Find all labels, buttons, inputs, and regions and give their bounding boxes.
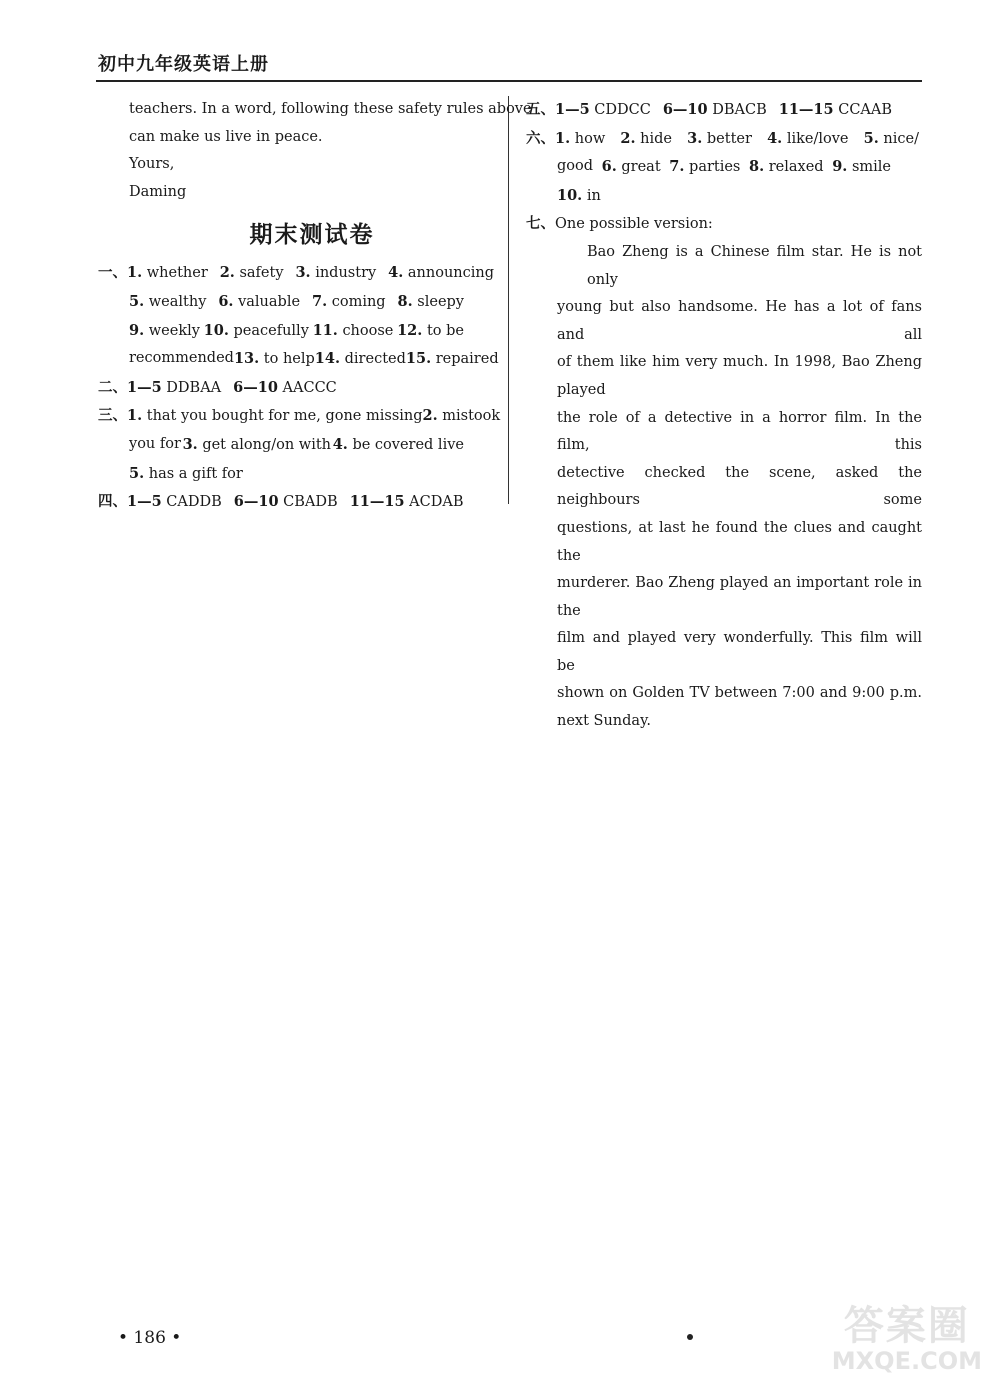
answer-line — [98, 317, 496, 346]
answer-item — [423, 402, 501, 431]
answer-item — [557, 188, 601, 204]
item-number: 6. — [601, 158, 617, 176]
answer-item — [557, 153, 593, 182]
watermark-site: MXQE.COM — [831, 1347, 982, 1375]
item-answer: you for — [129, 435, 181, 452]
group-answers: CDDCC — [594, 102, 651, 118]
answer-item — [234, 345, 315, 374]
answer-item — [767, 125, 848, 154]
choice-group — [663, 102, 767, 118]
answer-line — [526, 125, 922, 154]
answer-item — [127, 259, 208, 288]
answer-item — [397, 317, 464, 346]
choice-group — [127, 380, 221, 396]
answer-item — [687, 125, 752, 154]
item-number: 1. — [555, 129, 571, 147]
header-rule — [96, 80, 922, 82]
answer-items — [127, 402, 501, 431]
item-number: 2. — [219, 264, 235, 282]
section-label: 四、 — [98, 493, 127, 511]
answer-line — [526, 96, 922, 125]
item-number: 10. — [557, 186, 583, 204]
answer-line — [98, 488, 496, 517]
group-answers: AACCC — [282, 379, 337, 396]
answer-line — [98, 402, 501, 431]
item-number: 5. — [863, 129, 879, 147]
group-answers: ACDAB — [409, 494, 464, 511]
section-label: 六、 — [526, 129, 555, 147]
item-answer: industry — [315, 265, 377, 282]
item-answer: to help — [263, 351, 315, 368]
watermark-logo: 答案圈 — [843, 1303, 970, 1349]
composition-line: questions, at last he found the clues and caught the — [557, 519, 922, 564]
composition — [526, 239, 922, 736]
answer-item — [129, 288, 206, 317]
item-answer: to be — [426, 322, 464, 339]
answer-line — [98, 460, 496, 489]
composition-line: film and played very wonderfully. This film will be — [557, 630, 922, 674]
answer-item — [832, 153, 891, 182]
item-number: 9. — [129, 321, 145, 339]
page-number: • 186 • — [118, 1328, 182, 1348]
item-number: 14. — [314, 350, 341, 368]
item-number: 12. — [397, 321, 423, 339]
left-answers — [98, 259, 501, 516]
item-answer: safety — [239, 265, 284, 282]
item-answer: repaired — [435, 351, 499, 368]
item-answer: great — [621, 159, 661, 176]
answer-item — [218, 288, 300, 317]
group-answers: DBACB — [712, 102, 767, 118]
answer-item — [749, 153, 824, 182]
item-answer: nice/ — [883, 130, 919, 147]
answer-item — [406, 345, 499, 374]
answer-line — [98, 288, 496, 317]
answer-item — [129, 431, 181, 460]
item-answer: be covered live — [352, 436, 464, 453]
answer-item — [183, 431, 331, 460]
item-number: 2. — [422, 407, 438, 425]
item-answer: that you bought for me, gone missing — [146, 408, 423, 425]
choice-group — [127, 494, 222, 510]
letter-closing: Yours, — [129, 156, 175, 173]
item-number: 3. — [687, 129, 703, 147]
group-answers: CADDB — [166, 494, 222, 511]
ink-dot — [687, 1334, 693, 1340]
choice-group — [234, 494, 338, 510]
section-label: 二、 — [98, 378, 127, 396]
item-number: 4. — [388, 264, 404, 282]
answer-item — [620, 125, 672, 154]
section-label: 五、 — [526, 101, 555, 118]
answer-items — [127, 259, 494, 288]
page-header-title: 初中九年级英语上册 — [98, 54, 269, 75]
left-column — [98, 96, 532, 517]
right-answers — [526, 96, 922, 210]
item-answer: whether — [146, 265, 208, 282]
answer-item — [864, 125, 919, 154]
column-divider — [508, 96, 509, 504]
item-answer: like/love — [786, 130, 849, 147]
answer-item — [555, 125, 605, 154]
group-range: 6—10 — [662, 101, 708, 118]
item-answer: sleepy — [417, 293, 464, 310]
item-answer: valuable — [238, 293, 301, 310]
group-range: 1—5 — [127, 493, 162, 511]
watermark — [832, 1304, 982, 1374]
item-answer: relaxed — [768, 159, 824, 176]
answer-item — [129, 317, 200, 346]
composition-line: shown on Golden TV between 7:00 and 9:00 p.m. — [557, 685, 922, 702]
item-number: 1. — [127, 407, 143, 425]
group-range: 1—5 — [127, 378, 162, 396]
answer-line — [526, 182, 922, 211]
answer-item — [204, 317, 309, 346]
group-range: 6—10 — [233, 378, 278, 396]
answer-item — [129, 466, 243, 482]
composition-intro — [526, 210, 922, 239]
item-number: 15. — [405, 350, 432, 368]
answer-line — [98, 345, 499, 374]
item-number: 3. — [295, 264, 311, 282]
group-range: 1—5 — [555, 101, 590, 118]
item-answer: how — [574, 130, 606, 147]
letter-line: teachers. In a word, following these safety rules above — [129, 101, 532, 117]
answer-items — [555, 125, 919, 154]
item-answer: announcing — [407, 265, 494, 282]
item-number: 8. — [749, 158, 765, 176]
section-label: 三、 — [98, 407, 127, 425]
group-answers: DDBAA — [166, 379, 222, 396]
group-range: 11—15 — [778, 101, 834, 118]
item-number: 3. — [182, 435, 198, 453]
answer-items — [129, 466, 243, 482]
answer-item — [315, 345, 406, 374]
composition-line: Bao Zheng is a Chinese film star. He is not only — [587, 243, 922, 288]
answer-items — [129, 431, 464, 460]
item-number: 7. — [311, 292, 328, 310]
answer-line — [98, 374, 496, 403]
answer-line — [98, 431, 496, 460]
group-answers: CCAAB — [838, 102, 893, 118]
item-number: 10. — [203, 321, 229, 339]
item-answer: mistook — [442, 408, 501, 425]
answer-item — [313, 317, 394, 346]
choice-group — [233, 380, 337, 396]
choice-group — [350, 494, 464, 510]
answer-item — [127, 402, 423, 431]
choice-group — [555, 102, 651, 118]
item-number: 1. — [127, 264, 143, 282]
answer-line — [526, 153, 922, 182]
answer-item — [388, 259, 494, 288]
item-number: 8. — [397, 292, 413, 310]
composition-line: detective checked the scene, asked the neighbours some — [557, 464, 922, 509]
item-number: 5. — [129, 464, 145, 482]
group-range: 6—10 — [233, 493, 279, 511]
answer-items — [557, 153, 891, 182]
item-answer: in — [586, 187, 601, 204]
intro-text: One possible version: — [555, 216, 713, 233]
item-answer: choose — [342, 322, 394, 339]
group-range: 11—15 — [349, 493, 405, 511]
answer-item — [220, 259, 284, 288]
item-answer: recommended — [129, 350, 234, 367]
item-number: 2. — [620, 129, 636, 147]
answer-item — [398, 288, 464, 317]
item-number: 4. — [767, 129, 783, 147]
answer-item — [312, 288, 386, 317]
item-answer: wealthy — [148, 293, 207, 310]
item-number: 6. — [218, 292, 234, 310]
item-answer: weekly — [148, 322, 200, 339]
answer-items — [129, 317, 464, 346]
choice-group — [779, 102, 892, 118]
item-number: 7. — [669, 158, 685, 176]
answer-item — [129, 345, 234, 374]
item-answer: hide — [640, 130, 672, 147]
item-answer: get along/on with — [202, 436, 332, 453]
answer-item — [295, 259, 376, 288]
item-answer: better — [706, 130, 752, 147]
group-answers: CBADB — [283, 494, 338, 511]
item-answer: smile — [851, 159, 891, 176]
item-number: 9. — [832, 158, 848, 176]
item-answer: parties — [689, 159, 741, 176]
right-column — [526, 96, 922, 736]
section-label: 七、 — [526, 215, 555, 233]
item-answer: directed — [344, 351, 406, 368]
answer-items — [129, 288, 464, 317]
composition-line: of them like him very much. In 1998, Bao Zheng played — [557, 354, 922, 398]
item-number: 11. — [312, 321, 338, 339]
item-answer: coming — [331, 293, 386, 310]
section-label: 一、 — [98, 264, 127, 282]
composition-line: the role of a detective in a horror film. In the film, this — [557, 409, 922, 454]
item-number: 4. — [332, 435, 348, 453]
answer-item — [669, 153, 740, 182]
composition-line: murderer. Bao Zheng played an important role in the — [557, 575, 922, 619]
letter-line: can make us live in peace. — [129, 128, 323, 145]
item-answer: peacefully — [233, 322, 309, 339]
answer-item — [333, 431, 464, 460]
composition-line: young but also handsome. He has a lot of fans and all — [557, 299, 922, 343]
section-title: 期末测试卷 — [249, 222, 375, 249]
item-number: 5. — [129, 292, 145, 310]
answer-item — [602, 153, 661, 182]
answer-items — [129, 345, 499, 374]
answer-items — [557, 188, 601, 204]
composition-line: next Sunday. — [557, 713, 651, 730]
letter-signature: Daming — [129, 183, 187, 200]
item-number: 13. — [233, 350, 260, 368]
item-answer: good — [557, 158, 594, 175]
answer-line — [98, 259, 496, 288]
item-answer: has a gift for — [148, 465, 243, 482]
